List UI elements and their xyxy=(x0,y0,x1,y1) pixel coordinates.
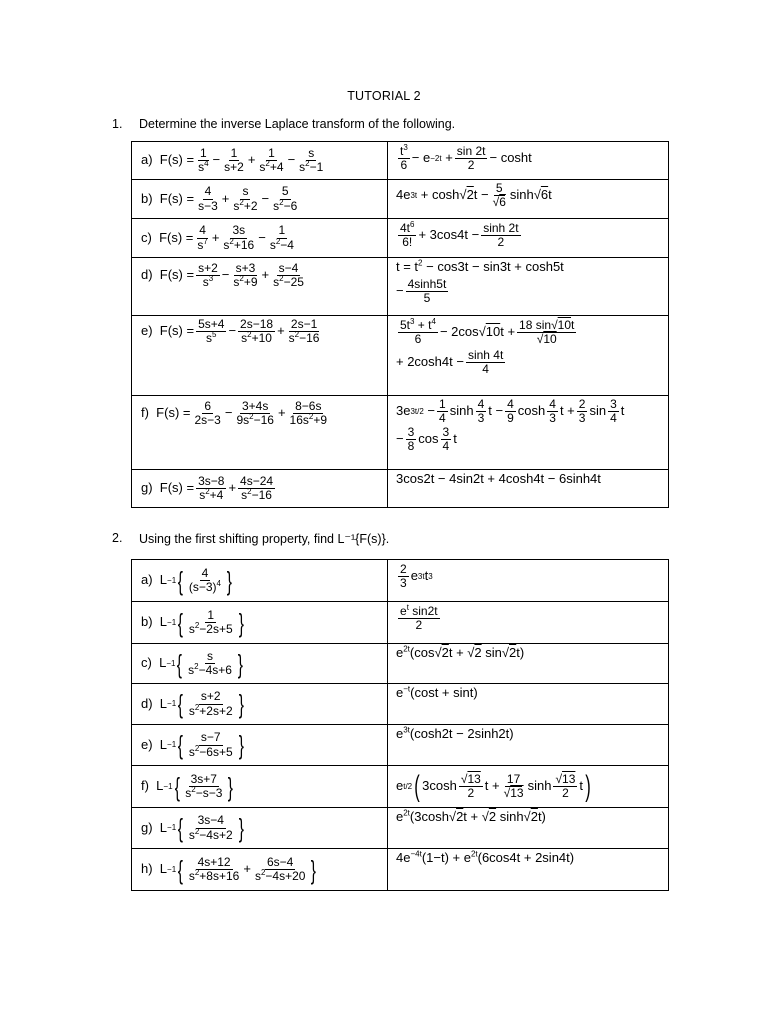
answer-cell: $e^{-t}(\cos t + \sin t)$ xyxy=(388,684,669,725)
page-title: TUTORIAL 2 xyxy=(347,89,421,103)
problem-cell: f) L −1 { $\frac{3s+7}{s^2-s-3}$ } xyxy=(132,766,388,808)
table-row xyxy=(132,602,669,644)
answer-cell: $4e^{-4t}(1-t) + e^{2t}(6\cos 4t + 2\sin 4t)$ xyxy=(388,849,669,891)
question-text: Using the first shifting property, find L⁻¹{F(s)}. xyxy=(139,532,390,546)
question-text: Determine the inverse Laplace transform of the following. xyxy=(139,117,456,131)
table-row xyxy=(132,396,669,470)
problem-cell: d) L −1 { $\frac{s+2}{s^2+2s+2}$ } xyxy=(132,684,388,725)
table-row xyxy=(132,644,669,684)
problem-cell: d) F(s) = $\frac{s+2}{s^3}$ − $\frac{s+3}{s^2+9}$ + $\frac{s-4}{s^2-25}$ xyxy=(132,258,388,316)
question-2-table xyxy=(131,559,669,891)
answer-cell: $\frac{e^t \sin 2t}{2}$ xyxy=(388,602,669,644)
answer-cell: $\frac{5t^3 + t^4}{6}$ − 2cos√ 10 t + $\frac{18 \sin√10t}{√10}$ + 2cosh4t − $\frac{\sinh 4t}{4}$ xyxy=(388,316,669,396)
answer-cell: 3e 3t/2 − $\frac{1}{4}$ sinh $\frac{4}{3}$ t − $\frac{4}{9}$ cosh $\frac{4}{3}$ t + $\frac{2}{3}$ sin $\frac{3}{4}$ t − $\frac{3}{8}$ cos $\frac{3}{4}$ t xyxy=(388,396,669,470)
answer-cell: $e^{2t}(\cos√2t + √2$ sin√2t) xyxy=(388,644,669,684)
answer-cell: $\frac{4t^6}{6!}$ + 3cos4t − $\frac{\sinh 2t}{2}$ xyxy=(388,219,669,258)
table-row xyxy=(132,808,669,849)
table-row xyxy=(132,849,669,891)
problem-cell: g) F(s) = $\frac{3s-8}{s^2+4}$ + $\frac{4s-24}{s^2-16}$ xyxy=(132,470,388,508)
problem-cell: c) F(s) = $\frac{4}{s^7}$ + $\frac{3s}{s^2+16}$ − $\frac{1}{s^2-4}$ xyxy=(132,219,388,258)
table-row xyxy=(132,560,669,602)
table-row xyxy=(132,219,669,258)
answer-cell: $t = t^2 - \cos 3t - \sin 3t + \cosh 5t$ − $\frac{4\sinh 5t}{5}$ xyxy=(388,258,669,316)
problem-cell: b) L −1 { $\frac{1}{s^2-2s+5}$ } xyxy=(132,602,388,644)
question-1-table xyxy=(131,141,669,508)
problem-cell: e) F(s) = $\frac{5s+4}{s^5}$ − $\frac{2s-18}{s^2+10}$ + $\frac{2s-1}{s^2-16}$ xyxy=(132,316,388,396)
problem-cell: g) L −1 { $\frac{3s-4}{s^2-4s+2}$ } xyxy=(132,808,388,849)
problem-cell: h) L −1 { $\frac{4s+12}{s^2+8s+16}$ + $\frac{6s-4}{s^2-4s+20}$ } xyxy=(132,849,388,891)
problem-cell: b) F(s) = $\frac{4}{s-3}$ + $\frac{s}{s^2+2}$ − $\frac{5}{s^2-6}$ xyxy=(132,180,388,219)
problem-cell: a) L −1 { $\frac{4}{(s-3)^4}$ } xyxy=(132,560,388,602)
problem-cell: a) F(s) = $\frac{1}{s^4}$ − $\frac{1}{s+2}$ + $\frac{1}{s^2+4}$ − $\frac{s}{s^2-1}$ xyxy=(132,142,388,180)
problem-cell: f) F(s) = $\frac{6}{2s-3}$ − $\frac{3+4s}{9s^2-16}$ + $\frac{8-6s}{16s^2+9}$ xyxy=(132,396,388,470)
table-row xyxy=(132,766,669,808)
question-number: 1. xyxy=(112,117,123,131)
answer-cell: $\frac{t^3}{6}$ − e −2t + $\frac{\sin 2t}{2}$ − cosht xyxy=(388,142,669,180)
table-row xyxy=(132,684,669,725)
answer-cell: $e^{2t}(3\cosh√2t + √2$ sinh√2t) xyxy=(388,808,669,849)
answer-cell: 4e 3t + cosh√ 2 t − $\frac{5}{√6}$ sinh√ 6 t xyxy=(388,180,669,219)
answer-cell: e t/2 ( 3cosh $\frac{√13}{2}$ t + $\frac{17}{√13}$ sinh $\frac{√13}{2}$ t ) xyxy=(388,766,669,808)
problem-cell: c) L −1 { $\frac{s}{s^2-4s+6}$ } xyxy=(132,644,388,684)
answer-cell: $\frac{2}{3}$ e 3t t 3 xyxy=(388,560,669,602)
question-number: 2. xyxy=(112,531,123,545)
answer-cell: $e^{3t}(\cosh 2t - 2\sinh 2t)$ xyxy=(388,725,669,766)
problem-cell: e) L −1 { $\frac{s-7}{s^2-6s+5}$ } xyxy=(132,725,388,766)
answer-cell: 3cos2t − 4sin2t + 4cosh4t − 6sinh4t xyxy=(388,470,669,508)
table-row xyxy=(132,180,669,219)
table-row xyxy=(132,316,669,396)
table-row xyxy=(132,725,669,766)
table-row xyxy=(132,258,669,316)
table-row xyxy=(132,142,669,180)
table-row xyxy=(132,470,669,508)
